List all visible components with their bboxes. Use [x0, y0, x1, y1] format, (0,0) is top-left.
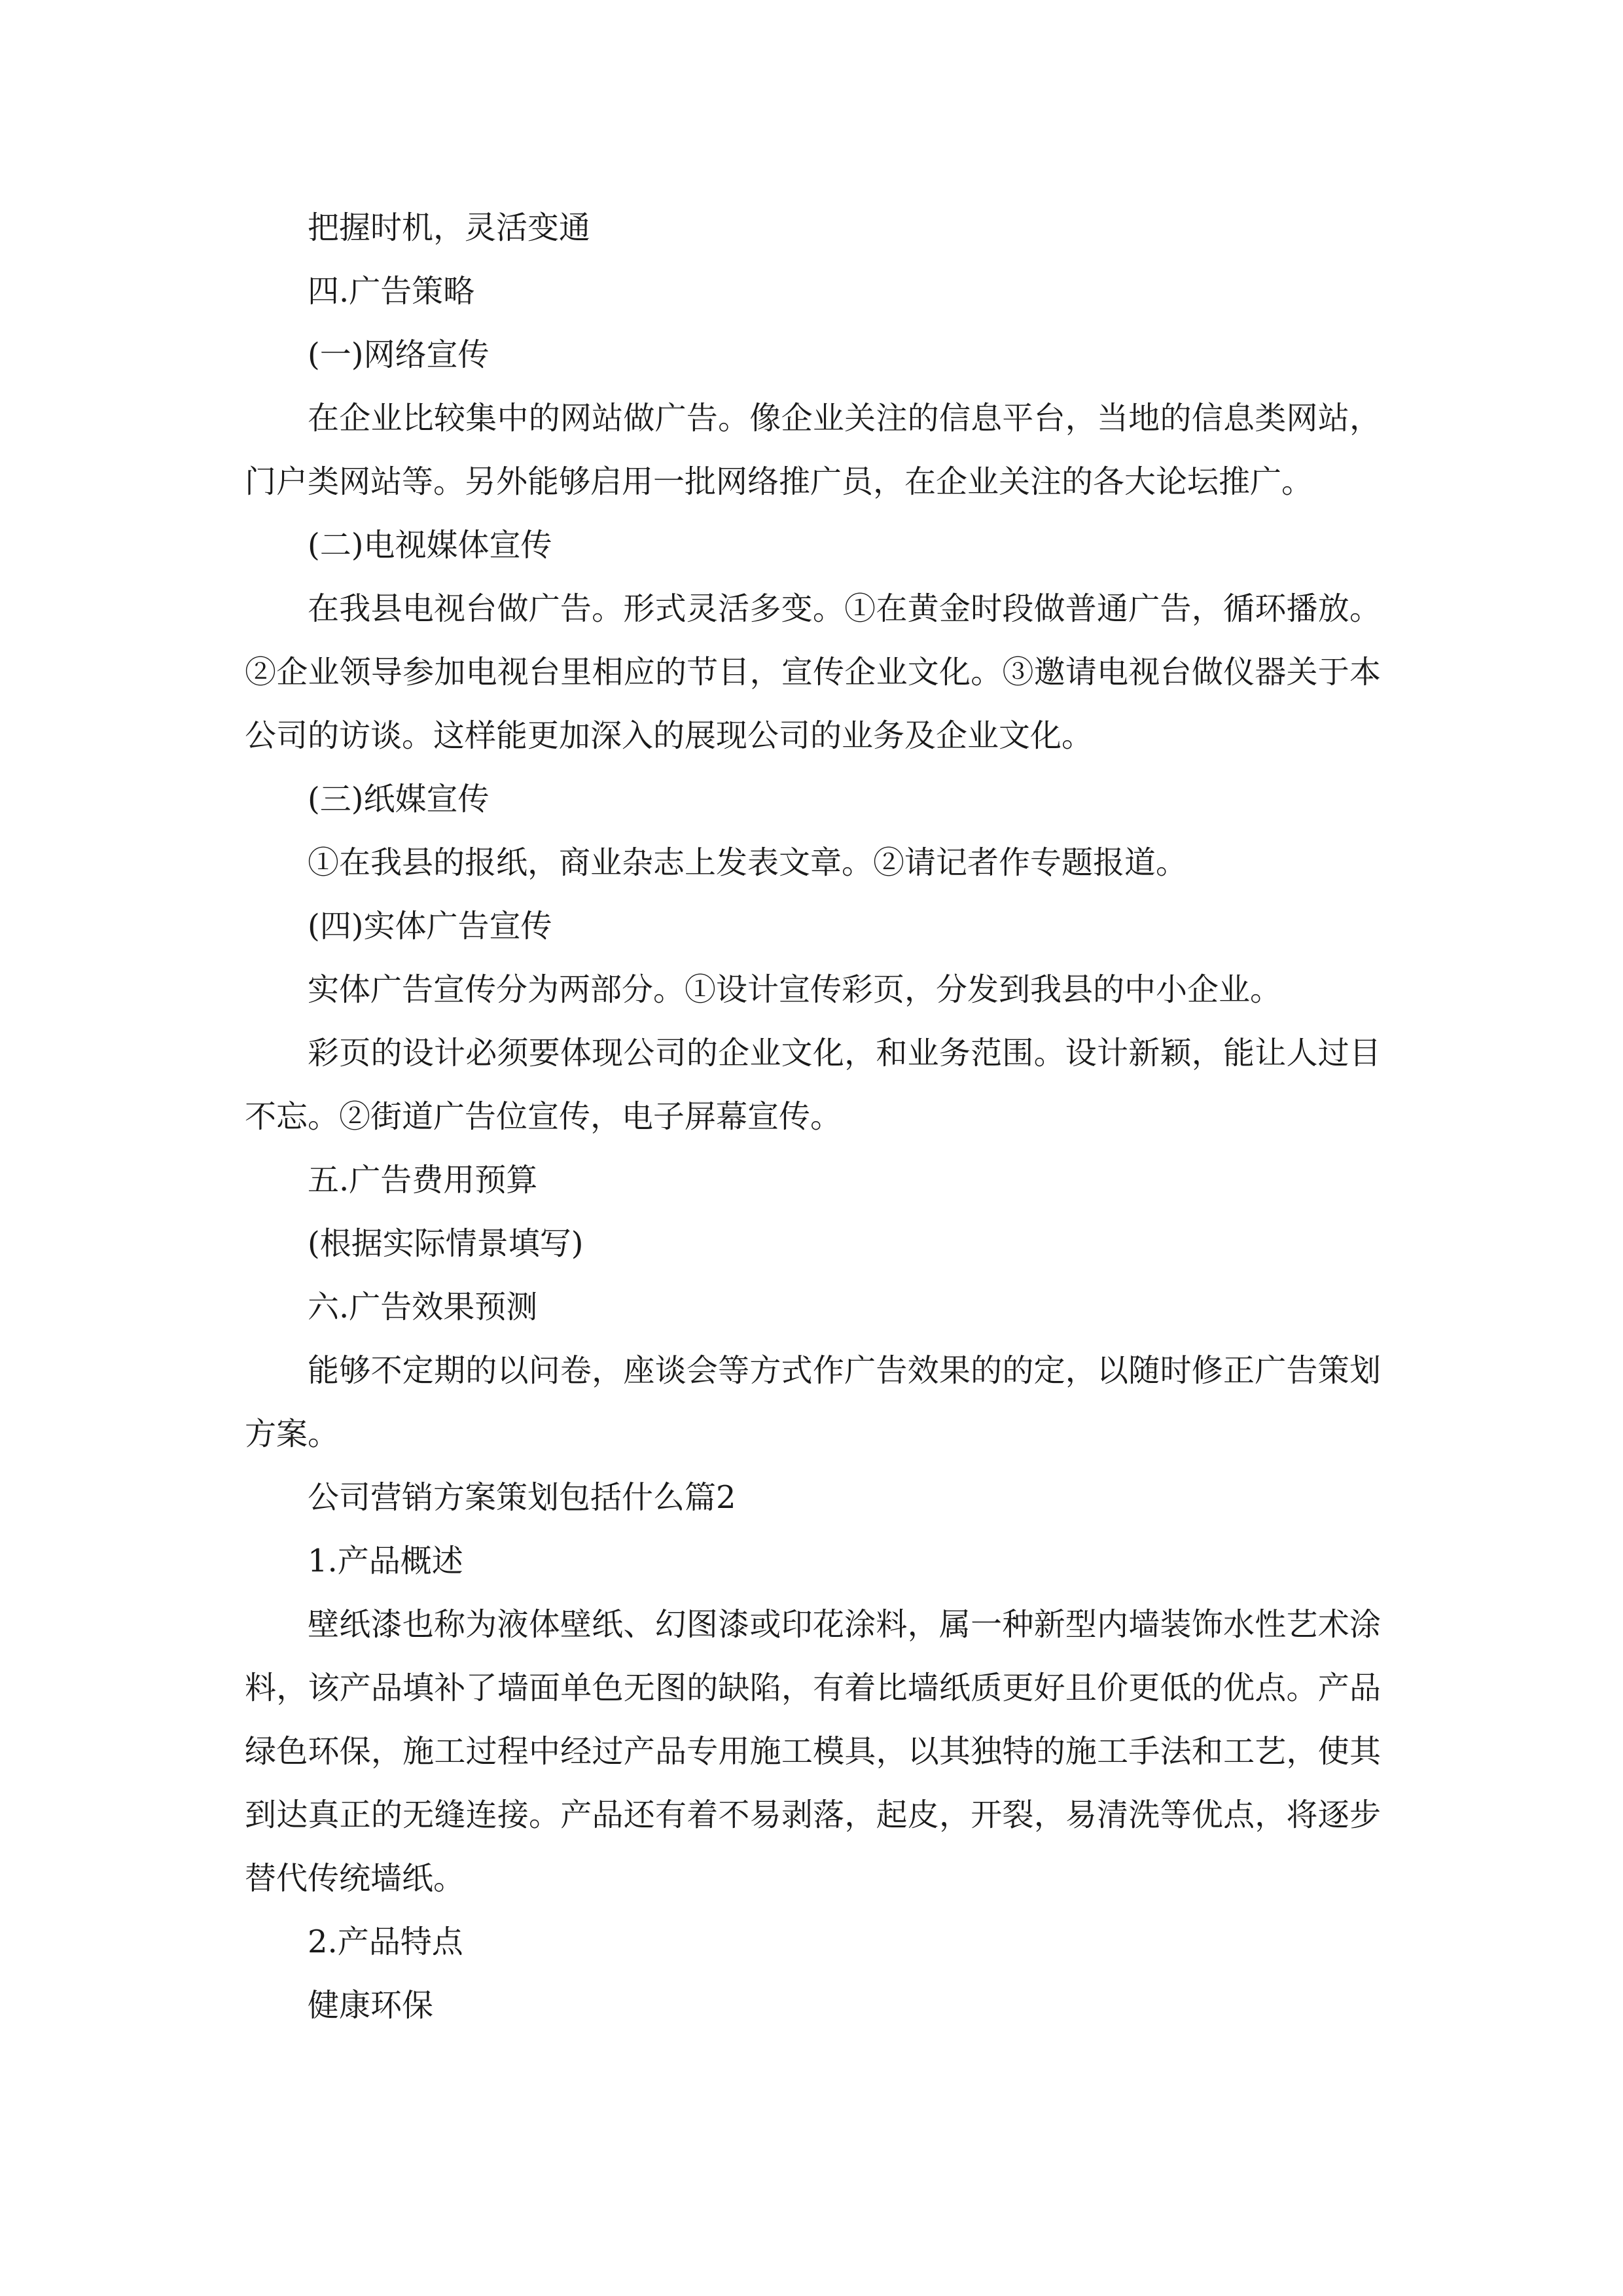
paragraph-product-features: 健康环保	[308, 1987, 434, 2024]
paragraph-online-promotion: 在企业比较集中的网站做广告。像企业关注的信息平台，当地的信息类网站，门户类网站等。另外能够启用一批网络推广员，在企业关注的各大论坛推广。	[245, 400, 1381, 500]
section-heading-advertising-strategy: 四.广告策略	[308, 273, 475, 310]
section-heading-ad-budget: 五.广告费用预算	[308, 1162, 538, 1198]
document-body	[245, 196, 1381, 2037]
section-heading-product-overview: 1.产品概述	[308, 1543, 463, 1579]
paragraph-ad-budget: (根据实际情景填写)	[308, 1225, 584, 1262]
paragraph-ad-effect: 能够不定期的以问卷，座谈会等方式作广告效果的的定，以随时修正广告策划方案。	[245, 1352, 1381, 1452]
subheading-physical-ads: (四)实体广告宣传	[308, 908, 552, 944]
article-title-part-2: 公司营销方案策划包括什么篇2	[308, 1479, 736, 1516]
paragraph-product-overview: 壁纸漆也称为液体壁纸、幻图漆或印花涂料，属一种新型内墙装饰水性艺术涂料，该产品填补了墙面单色无图的缺陷，有着比墙纸质更好且价更低的优点。产品绿色环保，施工过程中经过产品专用施工模具，以其独特的施工手法和工艺，使其到达真正的无缝连接。产品还有着不易剥落，起皮，开裂，易清洗等优点，将逐步替代传统墙纸。	[245, 1606, 1381, 1897]
subheading-tv-media: (二)电视媒体宣传	[308, 527, 552, 564]
subheading-online-promotion: (一)网络宣传	[308, 336, 490, 373]
paragraph-print-media: ①在我县的报纸，商业杂志上发表文章。②请记者作专题报道。	[308, 844, 1188, 881]
paragraph-physical-ads-1: 实体广告宣传分为两部分。①设计宣传彩页，分发到我县的中小企业。	[308, 971, 1282, 1008]
section-heading-product-features: 2.产品特点	[308, 1924, 463, 1960]
paragraph-physical-ads-2: 彩页的设计必须要体现公司的企业文化，和业务范围。设计新颖，能让人过目不忘。②街道广告位宣传，电子屏幕宣传。	[245, 1035, 1381, 1135]
subheading-print-media: (三)纸媒宣传	[308, 781, 490, 817]
paragraph-tv-media: 在我县电视台做广告。形式灵活多变。①在黄金时段做普通广告，循环播放。②企业领导参加电视台里相应的节目，宣传企业文化。③邀请电视台做仪器关于本公司的访谈。这样能更加深入的展现公司的业务及企业文化。	[245, 590, 1381, 754]
paragraph-1: 把握时机，灵活变通	[308, 209, 591, 246]
section-heading-ad-effect: 六.广告效果预测	[308, 1289, 538, 1325]
